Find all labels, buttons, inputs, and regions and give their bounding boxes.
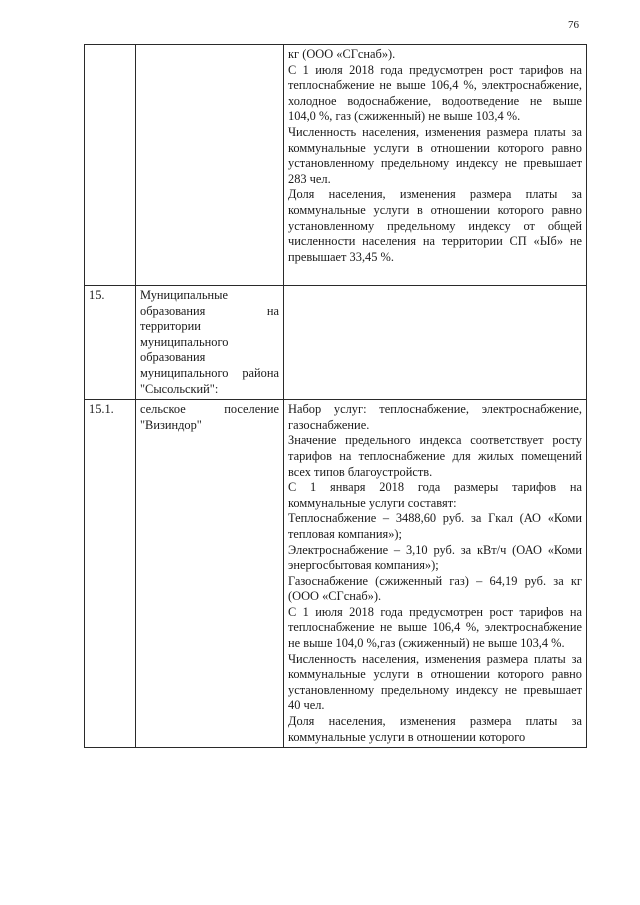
municipality-name-cell [136, 400, 284, 748]
description-paragraph: Набор услуг: теплоснабжение, электроснабжение, газоснабжение. [288, 402, 582, 432]
description-paragraph: кг (ООО «СГснаб»). [288, 47, 396, 61]
municipality-name-cell [136, 45, 284, 286]
municipality-name-cell [136, 286, 284, 400]
description-cell [284, 45, 587, 286]
description-cell [284, 286, 587, 400]
description-cell [284, 400, 587, 748]
description-paragraph: Газоснабжение (сжиженный газ) – 64,19 руб. за кг (ООО «СГснаб»). [288, 573, 582, 604]
tariff-table [84, 44, 587, 748]
description-paragraph: Электроснабжение – 3,10 руб. за кВт/ч (ОАО «Коми энергосбытовая компания»); [288, 542, 582, 573]
description-paragraph: С 1 июля 2018 года предусмотрен рост тарифов на теплоснабжение не выше 106,4 %, электроснабжение не выше 104,0 %,газ (сжиженный) не выше 103,4 %. [288, 604, 582, 651]
table-row [85, 286, 587, 400]
description-paragraph: Численность населения, изменения размера платы за коммунальные услуги в отношении которого равно установленному предельному индексу не превышает 40 чел. [288, 651, 582, 713]
row-number-cell [85, 45, 136, 286]
municipality-name: сельское поселение "Визиндор" [140, 402, 279, 432]
description-paragraph: С 1 июля 2018 года предусмотрен рост тарифов на теплоснабжение не выше 106,4 %, электроснабжение, холодное водоснабжение, водоотведение не выше 104,0 %, газ (сжиженный) не выше 103,4 %. [288, 62, 582, 124]
description-paragraph: Численность населения, изменения размера платы за коммунальные услуги в отношении которого равно установленному предельному индексу не превышает 283 чел. [288, 124, 582, 186]
municipality-name: Муниципальные образования на территории муниципального образования муниципального района "Сысольский": [140, 288, 279, 396]
description-paragraph: С 1 января 2018 года размеры тарифов на коммунальные услуги составят: [288, 480, 582, 510]
row-number-cell: 15.1. [85, 400, 136, 748]
description-paragraph: Доля населения, изменения размера платы за коммунальные услуги в отношении которого [288, 714, 582, 744]
description-paragraph: Значение предельного индекса соответствует росту тарифов на теплоснабжение для жилых помещений всех типов благоустройств. [288, 433, 582, 479]
row-number-cell: 15. [85, 286, 136, 400]
description-paragraph: Теплоснабжение – 3488,60 руб. за Гкал (АО «Коми тепловая компания»); [288, 511, 582, 541]
table-row [85, 45, 587, 286]
description-paragraph: Доля населения, изменения размера платы за коммунальные услуги в отношении которого равно установленному предельному индексу от общей численности населения на территории СП «Ыб» не превышает 33,45 %. [288, 187, 582, 264]
table-row [85, 400, 587, 748]
page-number: 76 [568, 19, 579, 31]
